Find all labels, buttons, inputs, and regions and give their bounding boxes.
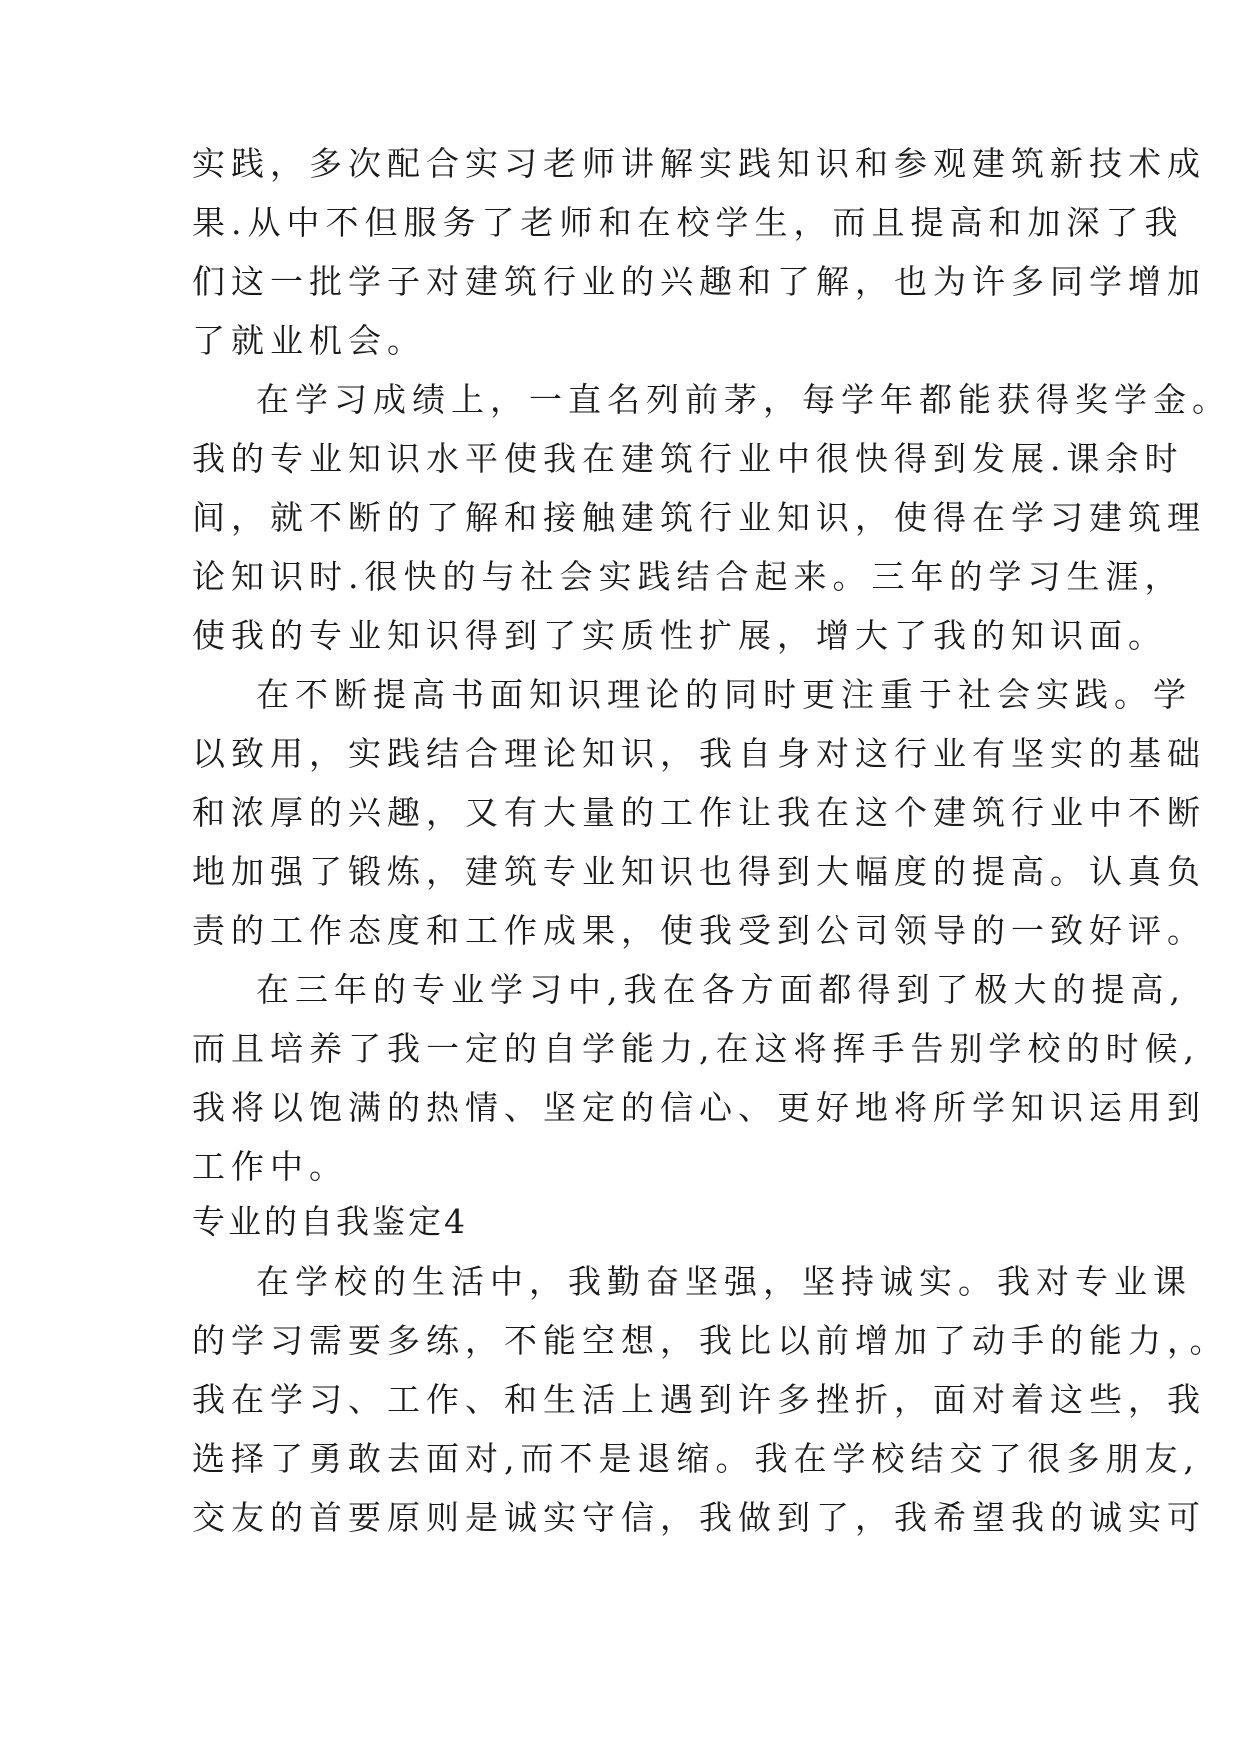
text-line: 在三年的专业学习中,我在各方面都得到了极大的提高, bbox=[256, 970, 1186, 1009]
text-line: 我的专业知识水平使我在建筑行业中很快得到发展.课余时 bbox=[192, 439, 1184, 478]
text-line: 地加强了锻炼，建筑专业知识也得到大幅度的提高。认真负 bbox=[192, 852, 1206, 891]
text-line: 我在学习、工作、和生活上遇到许多挫折，面对着这些，我 bbox=[192, 1380, 1206, 1419]
text-line: 以致用，实践结合理论知识，我自身对这行业有坚实的基础 bbox=[192, 734, 1206, 773]
text-line: 和浓厚的兴趣，又有大量的工作让我在这个建筑行业中不断 bbox=[192, 793, 1206, 832]
text-line: 在学校的生活中，我勤奋坚强，坚持诚实。我对专业课 bbox=[256, 1262, 1192, 1301]
section-heading: 专业的自我鉴定4 bbox=[192, 1202, 468, 1241]
text-line: 实践，多次配合实习老师讲解实践知识和参观建筑新技术成 bbox=[192, 144, 1206, 183]
text-line: 责的工作态度和工作成果，使我受到公司领导的一致好评。 bbox=[192, 911, 1206, 950]
text-line: 在不断提高书面知识理论的同时更注重于社会实践。学 bbox=[256, 675, 1192, 714]
text-line: 使我的专业知识得到了实质性扩展，增大了我的知识面。 bbox=[192, 616, 1167, 655]
text-line: 间，就不断的了解和接触建筑行业知识，使得在学习建筑理 bbox=[192, 498, 1206, 537]
text-line: 论知识时.很快的与社会实践结合起来。三年的学习生涯， bbox=[192, 557, 1184, 596]
text-line: 的学习需要多练，不能空想，我比以前增加了动手的能力，。 bbox=[192, 1321, 1229, 1360]
text-line: 在学习成绩上，一直名列前茅，每学年都能获得奖学金。 bbox=[256, 380, 1231, 419]
text-line: 们这一批学子对建筑行业的兴趣和了解，也为许多同学增加 bbox=[192, 262, 1206, 301]
text-line: 我将以饱满的热情、坚定的信心、更好地将所学知识运用到 bbox=[192, 1088, 1206, 1127]
text-line: 了就业机会。 bbox=[192, 321, 426, 360]
text-line: 选择了勇敢去面对,而不是退缩。我在学校结交了很多朋友, bbox=[192, 1439, 1200, 1478]
text-line: 工作中。 bbox=[192, 1147, 348, 1186]
text-line: 交友的首要原则是诚实守信，我做到了，我希望我的诚实可 bbox=[192, 1498, 1206, 1537]
text-line: 而且培养了我一定的自学能力,在这将挥手告别学校的时候, bbox=[192, 1029, 1200, 1068]
text-line: 果.从中不但服务了老师和在校学生，而且提高和加深了我 bbox=[192, 203, 1184, 242]
